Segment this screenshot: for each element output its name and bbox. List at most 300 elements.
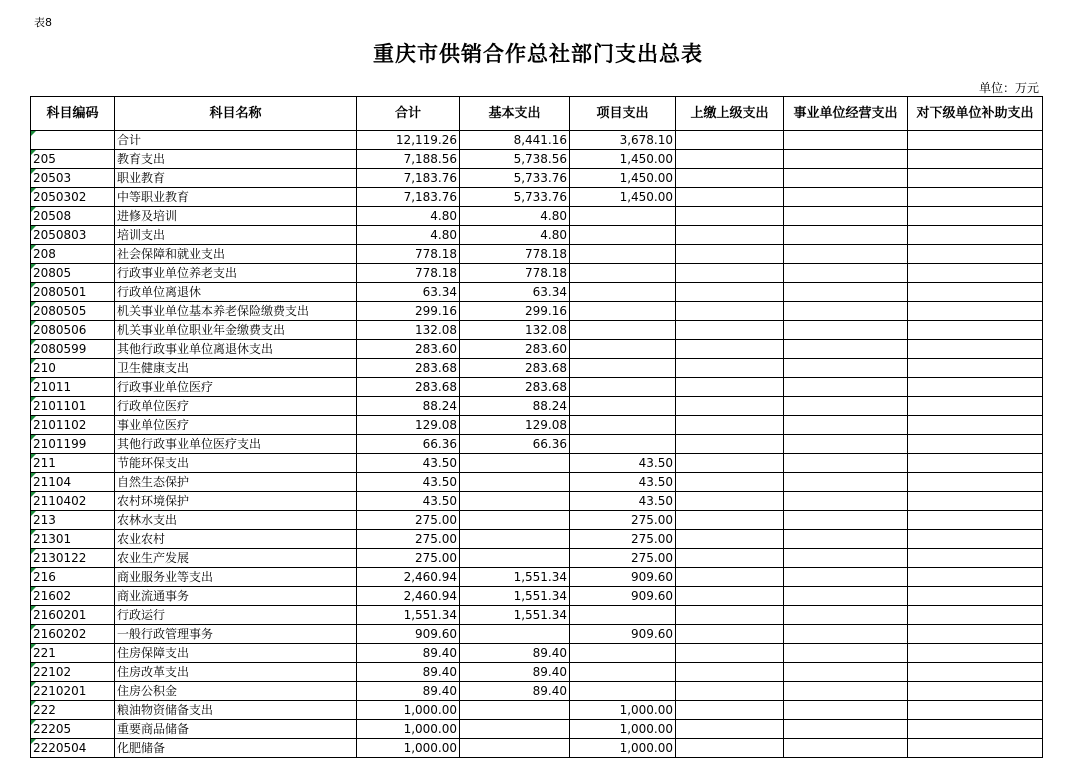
cell-subsidy-lower [908,359,1043,378]
cell-name: 一般行政管理事务 [115,625,357,644]
cell-code [31,587,115,606]
header-name: 科目名称 [115,97,357,131]
cell-business-ops [784,720,908,739]
cell-code [31,169,115,188]
cell-project: 1,000.00 [570,739,676,758]
cell-name: 行政事业单位医疗 [115,378,357,397]
cell-remit-upper [676,397,784,416]
cell-marker-icon [31,587,36,592]
cell-remit-upper [676,226,784,245]
cell-marker-icon [31,359,36,364]
cell-name: 职业教育 [115,169,357,188]
cell-code-text: 20503 [33,171,72,185]
cell-code [31,511,115,530]
cell-business-ops [784,454,908,473]
cell-name: 商业服务业等支出 [115,568,357,587]
cell-basic: 63.34 [460,283,570,302]
cell-remit-upper [676,359,784,378]
cell-basic: 778.18 [460,264,570,283]
cell-business-ops [784,397,908,416]
cell-marker-icon [31,245,36,250]
cell-marker-icon [31,226,36,231]
table-row [31,492,1043,511]
cell-marker-icon [31,302,36,307]
cell-code [31,378,115,397]
cell-code [31,606,115,625]
cell-code [31,359,115,378]
cell-subsidy-lower [908,302,1043,321]
cell-marker-icon [31,150,36,155]
cell-total: 283.68 [357,359,460,378]
cell-project: 275.00 [570,549,676,568]
cell-remit-upper [676,131,784,150]
table-row [31,378,1043,397]
cell-basic: 5,733.76 [460,169,570,188]
cell-subsidy-lower [908,568,1043,587]
cell-business-ops [784,663,908,682]
cell-code-text: 2101101 [33,399,87,413]
table-row [31,245,1043,264]
table-row [31,568,1043,587]
cell-name: 社会保障和就业支出 [115,245,357,264]
cell-code [31,131,115,150]
header-row [31,97,1043,131]
cell-project [570,207,676,226]
cell-total: 43.50 [357,473,460,492]
cell-total: 12,119.26 [357,131,460,150]
cell-basic: 778.18 [460,245,570,264]
cell-project: 909.60 [570,568,676,587]
cell-business-ops [784,530,908,549]
cell-business-ops [784,625,908,644]
cell-code [31,644,115,663]
cell-remit-upper [676,264,784,283]
cell-marker-icon [31,454,36,459]
cell-code [31,150,115,169]
cell-code [31,454,115,473]
expenditure-table [30,96,1043,758]
cell-name: 农林水支出 [115,511,357,530]
cell-code-text: 221 [33,646,56,660]
table-row [31,549,1043,568]
cell-marker-icon [31,549,36,554]
cell-marker-icon [31,397,36,402]
cell-remit-upper [676,435,784,454]
cell-business-ops [784,568,908,587]
cell-remit-upper [676,549,784,568]
cell-name: 其他行政事业单位离退休支出 [115,340,357,359]
table-row [31,169,1043,188]
cell-total: 2,460.94 [357,587,460,606]
cell-basic: 8,441.16 [460,131,570,150]
header-basic: 基本支出 [460,97,570,131]
table-row [31,435,1043,454]
cell-code-text: 20508 [33,209,72,223]
cell-project [570,340,676,359]
cell-remit-upper [676,625,784,644]
cell-total: 275.00 [357,530,460,549]
cell-total: 778.18 [357,264,460,283]
table-row [31,606,1043,625]
cell-total: 283.68 [357,378,460,397]
cell-basic: 89.40 [460,682,570,701]
cell-subsidy-lower [908,492,1043,511]
cell-basic: 88.24 [460,397,570,416]
cell-name: 行政事业单位养老支出 [115,264,357,283]
header-code: 科目编码 [31,97,115,131]
cell-code [31,473,115,492]
cell-name: 行政运行 [115,606,357,625]
cell-marker-icon [31,207,36,212]
cell-code [31,226,115,245]
cell-code-text: 2080506 [33,323,87,337]
cell-marker-icon [31,131,36,136]
cell-name: 住房保障支出 [115,644,357,663]
cell-business-ops [784,340,908,359]
header-total: 合计 [357,97,460,131]
cell-marker-icon [31,340,36,345]
cell-business-ops [784,606,908,625]
cell-code [31,397,115,416]
cell-code [31,568,115,587]
cell-subsidy-lower [908,454,1043,473]
cell-project: 1,450.00 [570,169,676,188]
cell-marker-icon [31,188,36,193]
cell-marker-icon [31,416,36,421]
cell-code-text: 2210201 [33,684,87,698]
cell-marker-icon [31,720,36,725]
cell-business-ops [784,435,908,454]
cell-project [570,283,676,302]
cell-name: 卫生健康支出 [115,359,357,378]
cell-basic: 129.08 [460,416,570,435]
cell-total: 909.60 [357,625,460,644]
cell-business-ops [784,739,908,758]
cell-name: 进修及培训 [115,207,357,226]
cell-code-text: 21011 [33,380,72,394]
cell-project: 43.50 [570,473,676,492]
cell-business-ops [784,473,908,492]
cell-total: 283.60 [357,340,460,359]
cell-business-ops [784,131,908,150]
cell-code-text: 205 [33,152,56,166]
table-row [31,397,1043,416]
cell-remit-upper [676,378,784,397]
cell-basic [460,473,570,492]
cell-code [31,264,115,283]
cell-basic: 5,733.76 [460,188,570,207]
cell-name: 自然生态保护 [115,473,357,492]
cell-basic [460,701,570,720]
cell-project: 43.50 [570,454,676,473]
cell-marker-icon [31,606,36,611]
cell-code-text: 211 [33,456,56,470]
cell-project [570,682,676,701]
cell-remit-upper [676,169,784,188]
cell-code-text: 2080599 [33,342,87,356]
cell-code-text: 2130122 [33,551,87,565]
cell-code [31,435,115,454]
cell-basic: 66.36 [460,435,570,454]
cell-project: 275.00 [570,530,676,549]
table-row [31,302,1043,321]
cell-project [570,644,676,663]
cell-remit-upper [676,739,784,758]
cell-total: 2,460.94 [357,568,460,587]
cell-remit-upper [676,340,784,359]
cell-marker-icon [31,625,36,630]
cell-project: 1,000.00 [570,701,676,720]
cell-marker-icon [31,283,36,288]
table-row [31,739,1043,758]
table-row [31,701,1043,720]
cell-basic: 4.80 [460,207,570,226]
cell-code-text: 216 [33,570,56,584]
cell-code [31,340,115,359]
cell-marker-icon [31,492,36,497]
cell-subsidy-lower [908,378,1043,397]
cell-code-text: 21301 [33,532,72,546]
table-row [31,150,1043,169]
cell-project: 43.50 [570,492,676,511]
cell-total: 7,183.76 [357,169,460,188]
cell-marker-icon [31,473,36,478]
cell-name: 合计 [115,131,357,150]
cell-subsidy-lower [908,283,1043,302]
cell-marker-icon [31,701,36,706]
cell-code [31,302,115,321]
table-row [31,283,1043,302]
cell-business-ops [784,682,908,701]
cell-remit-upper [676,454,784,473]
cell-marker-icon [31,530,36,535]
cell-project [570,663,676,682]
cell-code-text: 22102 [33,665,72,679]
cell-name: 机关事业单位基本养老保险缴费支出 [115,302,357,321]
cell-subsidy-lower [908,131,1043,150]
cell-total: 89.40 [357,682,460,701]
cell-code-text: 2080501 [33,285,87,299]
cell-code-text: 2050302 [33,190,87,204]
cell-remit-upper [676,663,784,682]
cell-total: 132.08 [357,321,460,340]
cell-project [570,359,676,378]
cell-code-text: 210 [33,361,56,375]
cell-code [31,739,115,758]
cell-code-text: 208 [33,247,56,261]
cell-total: 63.34 [357,283,460,302]
cell-project [570,302,676,321]
cell-business-ops [784,587,908,606]
cell-project: 1,450.00 [570,188,676,207]
cell-name: 事业单位医疗 [115,416,357,435]
table-row [31,416,1043,435]
cell-name: 商业流通事务 [115,587,357,606]
cell-marker-icon [31,378,36,383]
cell-basic: 283.60 [460,340,570,359]
table-row [31,264,1043,283]
cell-code [31,321,115,340]
cell-basic [460,492,570,511]
cell-basic [460,530,570,549]
cell-subsidy-lower [908,226,1043,245]
cell-code [31,188,115,207]
cell-subsidy-lower [908,473,1043,492]
cell-remit-upper [676,587,784,606]
cell-remit-upper [676,606,784,625]
cell-remit-upper [676,473,784,492]
cell-marker-icon [31,511,36,516]
cell-business-ops [784,511,908,530]
cell-total: 299.16 [357,302,460,321]
cell-subsidy-lower [908,245,1043,264]
cell-code [31,530,115,549]
sheet-label: 表8 [34,16,52,29]
cell-business-ops [784,245,908,264]
cell-code-text: 2050803 [33,228,87,242]
cell-subsidy-lower [908,644,1043,663]
cell-business-ops [784,359,908,378]
cell-business-ops [784,302,908,321]
table-row [31,720,1043,739]
cell-subsidy-lower [908,150,1043,169]
cell-project: 275.00 [570,511,676,530]
cell-subsidy-lower [908,606,1043,625]
cell-code-text: 21104 [33,475,72,489]
table-row [31,340,1043,359]
cell-subsidy-lower [908,340,1043,359]
cell-basic: 283.68 [460,359,570,378]
cell-total: 1,000.00 [357,739,460,758]
cell-name: 粮油物资储备支出 [115,701,357,720]
unit-label: 单位：万元 [978,81,1039,95]
cell-basic: 89.40 [460,644,570,663]
cell-business-ops [784,207,908,226]
cell-basic [460,454,570,473]
cell-code [31,625,115,644]
cell-project [570,435,676,454]
cell-marker-icon [31,663,36,668]
cell-project [570,606,676,625]
cell-marker-icon [31,435,36,440]
cell-remit-upper [676,321,784,340]
cell-project [570,245,676,264]
cell-code-text: 2101199 [33,437,87,451]
cell-total: 1,000.00 [357,720,460,739]
header-business-ops: 事业单位经营支出 [784,97,908,131]
cell-remit-upper [676,720,784,739]
cell-business-ops [784,188,908,207]
cell-subsidy-lower [908,739,1043,758]
cell-code-text: 2080505 [33,304,87,318]
cell-marker-icon [31,739,36,744]
cell-total: 4.80 [357,207,460,226]
cell-project [570,416,676,435]
cell-project: 909.60 [570,625,676,644]
cell-code [31,283,115,302]
cell-business-ops [784,264,908,283]
cell-name: 节能环保支出 [115,454,357,473]
table-row [31,321,1043,340]
cell-subsidy-lower [908,511,1043,530]
cell-subsidy-lower [908,549,1043,568]
cell-marker-icon [31,264,36,269]
header-remit-upper: 上缴上级支出 [676,97,784,131]
cell-project: 909.60 [570,587,676,606]
cell-project: 1,450.00 [570,150,676,169]
table-row [31,359,1043,378]
cell-code-text: 20805 [33,266,72,280]
cell-business-ops [784,283,908,302]
cell-code-text: 2160202 [33,627,87,641]
cell-project: 1,000.00 [570,720,676,739]
cell-basic [460,739,570,758]
cell-code [31,492,115,511]
cell-subsidy-lower [908,169,1043,188]
table-row [31,682,1043,701]
cell-project [570,378,676,397]
cell-total: 66.36 [357,435,460,454]
cell-name: 机关事业单位职业年金缴费支出 [115,321,357,340]
cell-basic: 132.08 [460,321,570,340]
cell-code [31,207,115,226]
table-row [31,511,1043,530]
cell-marker-icon [31,682,36,687]
cell-marker-icon [31,644,36,649]
cell-name: 行政单位离退休 [115,283,357,302]
cell-project [570,226,676,245]
cell-business-ops [784,169,908,188]
table-row [31,644,1043,663]
cell-basic [460,720,570,739]
cell-basic: 283.68 [460,378,570,397]
cell-name: 农业生产发展 [115,549,357,568]
cell-business-ops [784,644,908,663]
table-row [31,188,1043,207]
cell-code-text: 2160201 [33,608,87,622]
cell-total: 88.24 [357,397,460,416]
cell-business-ops [784,150,908,169]
cell-code-text: 21602 [33,589,72,603]
cell-total: 89.40 [357,644,460,663]
cell-code-text: 22205 [33,722,72,736]
cell-remit-upper [676,682,784,701]
cell-total: 1,551.34 [357,606,460,625]
cell-name: 中等职业教育 [115,188,357,207]
cell-code-text: 213 [33,513,56,527]
header-project: 项目支出 [570,97,676,131]
cell-subsidy-lower [908,207,1043,226]
cell-subsidy-lower [908,701,1043,720]
cell-marker-icon [31,169,36,174]
cell-subsidy-lower [908,416,1043,435]
table-row [31,587,1043,606]
table-row [31,663,1043,682]
cell-subsidy-lower [908,682,1043,701]
cell-subsidy-lower [908,625,1043,644]
cell-marker-icon [31,321,36,326]
cell-code [31,663,115,682]
cell-basic [460,625,570,644]
cell-code-text: 2101102 [33,418,87,432]
cell-name: 其他行政事业单位医疗支出 [115,435,357,454]
cell-project [570,264,676,283]
cell-project: 3,678.10 [570,131,676,150]
cell-code-text: 222 [33,703,56,717]
cell-name: 住房公积金 [115,682,357,701]
table-row [31,131,1043,150]
cell-business-ops [784,549,908,568]
